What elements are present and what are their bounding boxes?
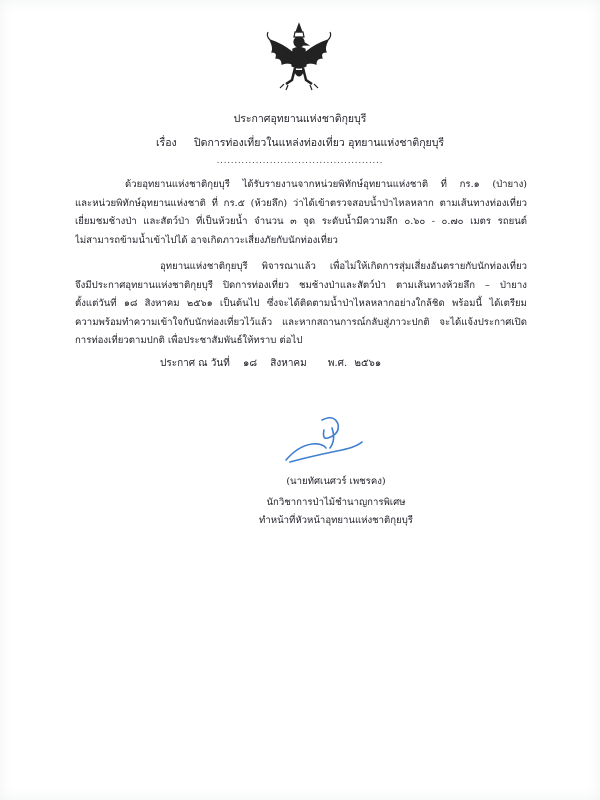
document-title: ประกาศอุทยานแห่งชาติกุยบุรี [233,113,367,125]
paragraph-line: ตั้งแต่วันที่ ๑๘ สิงหาคม ๒๕๖๑ เป็นต้นไป ซึ่งจะได้ติดตามน้ำป่าไหลหลากอย่างใกล้ชิด พร้อมนี้ ได้เตรียม [75,298,527,310]
paragraph-line: อุทยานแห่งชาติกุยบุรี พิจารณาแล้ว เพื่อไม่ให้เกิดการสุ่มเสี่ยงอันตรายกับนักท่องเที่ยว [160,261,527,272]
announcement-month: สิงหาคม [270,358,307,369]
title-separator: ............................................... [216,156,384,165]
paragraph-line: เยี่ยมชมช้างป่า และสัตว์ป่า ที่เป็นห้วยน้ำ จำนวน ๓ จุด ระดับน้ำมีความลึก ๐.๖๐ - ๐.๗๐ เมตร รถยนต์ [75,216,527,228]
announcement-era: พ.ศ. [327,358,348,369]
announcement-day: ๑๘ [242,358,258,369]
signer-name: (นายทัศเนศวร์ เพชรคง) [286,476,386,487]
handwritten-signature [282,410,372,466]
paragraph-line: ด้วยอุทยานแห่งชาติกุยบุรี ได้รับรายงานจากหน่วยพิทักษ์อุทยานแห่งชาติ ที่ กร.๑ (ป่ายาง) [125,179,527,190]
document-subject [0,134,600,151]
announcement-year: ๒๕๖๑ [354,358,382,369]
paragraph-line: และหน่วยพิทักษ์อุทยานแห่งชาติ ที่ กร.๕ (ห้วยลึก) ว่าได้เข้าตรวจสอบน้ำป่าไหลหลาก ตามเส้นทางท่องเที่ยว [75,197,527,209]
paragraph-line: ไม่สามารถข้ามน้ำเข้าไปได้ อาจเกิดภาวะเสี่ยงภัยกับนักท่องเที่ยว [75,234,338,246]
paragraph-line: การท่องเที่ยวตามปกติ เพื่อประชาสัมพันธ์ให้ทราบ ต่อไป [75,335,303,347]
subject-label: เรื่อง [155,137,177,149]
signer-acting-role: ทำหน้าที่หัวหน้าอุทยานแห่งชาติกุยบุรี [259,515,413,526]
paragraph-line: จึงมีประกาศอุทยานแห่งชาติกุยบุรี ปิดการท่องเที่ยว ชมช้างป่าและสัตว์ป่า ตามเส้นทางห้วยลึก – ป่ายาง [75,279,527,291]
subject-text: ปิดการท่องเที่ยวในแหล่งท่องเที่ยว อุทยานแห่งชาติกุยบุรี [193,137,445,149]
paragraph-1 [75,176,527,250]
paragraph-line: ความพร้อมทำความเข้าใจกับนักท่องเที่ยวไว้แล้ว และหากสถานการณ์กลับสู่ภาวะปกติ จะได้แจ้งประกาศเปิด [75,316,527,328]
garuda-emblem-icon [262,22,336,96]
announcement-date [160,356,385,371]
paragraph-2 [75,258,527,351]
announcement-label: ประกาศ ณ วันที่ [160,358,230,369]
signer-position: นักวิชาการป่าไม้ชำนาญการพิเศษ [266,497,406,508]
